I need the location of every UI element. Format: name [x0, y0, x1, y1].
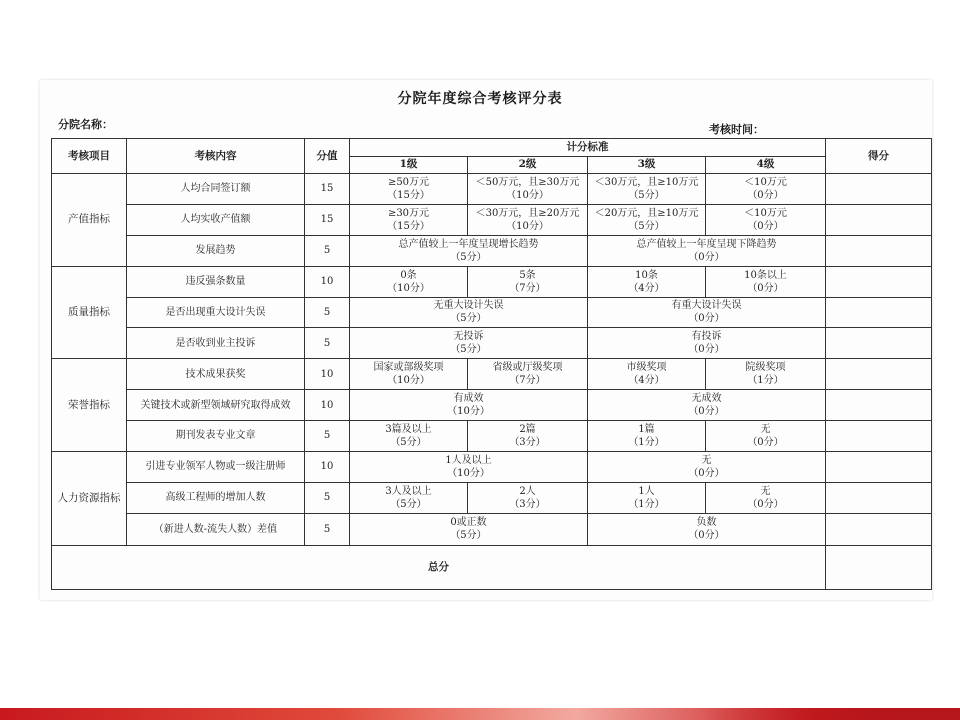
criteria-text: 1人及以上: [445, 454, 492, 466]
criteria-cell: [350, 297, 588, 328]
criteria-text: 无: [701, 454, 712, 466]
total-label: 总分: [52, 545, 826, 589]
criteria-points: （5分）: [628, 220, 665, 232]
table-row: [52, 451, 932, 482]
criteria-points: （5分）: [390, 436, 427, 448]
criteria-cell: [468, 266, 588, 297]
row-content: 人均合同签订额: [127, 174, 305, 205]
criteria-text: 3篇及以上: [385, 423, 432, 435]
criteria-cell: [350, 359, 468, 390]
criteria-points: （1分）: [628, 436, 665, 448]
criteria-text: 无: [760, 485, 771, 497]
criteria-cell: [588, 482, 706, 513]
criteria-points: （5分）: [390, 498, 427, 510]
criteria-text: 无: [760, 423, 771, 435]
score-cell[interactable]: [826, 513, 932, 545]
criteria-text: 0或正数: [450, 517, 487, 529]
criteria-cell: [588, 359, 706, 390]
criteria-points: （0分）: [747, 436, 784, 448]
criteria-cell: [350, 235, 588, 266]
table-row: [52, 421, 932, 452]
criteria-text: 1人: [638, 485, 655, 497]
criteria-cell: [350, 451, 588, 482]
criteria-points: （4分）: [628, 282, 665, 294]
criteria-text: 无成效: [691, 393, 722, 405]
criteria-cell: [706, 359, 826, 390]
criteria-text: 2人: [519, 485, 536, 497]
criteria-points: （0分）: [688, 313, 725, 325]
criteria-points: （3分）: [509, 498, 546, 510]
criteria-text: 总产值较上一年度呈现下降趋势: [636, 238, 777, 250]
criteria-points: （7分）: [509, 282, 546, 294]
criteria-text: 0条: [400, 269, 417, 281]
row-points: 10: [305, 266, 350, 297]
criteria-cell: [706, 421, 826, 452]
criteria-cell: [350, 390, 588, 421]
score-cell[interactable]: [826, 266, 932, 297]
row-content: 引进专业领军人物或一级注册师: [127, 451, 305, 482]
row-content: 人均实收产值额: [127, 204, 305, 235]
criteria-cell: [588, 328, 826, 359]
table-row: [52, 482, 932, 513]
criteria-text: ＜30万元，且≥20万元: [475, 207, 580, 219]
score-cell[interactable]: [826, 235, 932, 266]
criteria-cell: [706, 482, 826, 513]
criteria-points: （10分）: [447, 467, 490, 479]
row-points: 5: [305, 328, 350, 359]
criteria-cell: [350, 174, 468, 205]
criteria-points: （15分）: [387, 220, 430, 232]
criteria-cell: [588, 174, 706, 205]
header-points: 分值: [305, 139, 350, 174]
criteria-cell: [468, 174, 588, 205]
criteria-cell: [350, 266, 468, 297]
row-points: 5: [305, 297, 350, 328]
criteria-cell: [588, 421, 706, 452]
row-content: 技术成果获奖: [127, 359, 305, 390]
criteria-points: （0分）: [688, 406, 725, 418]
row-content: 是否出现重大设计失误: [127, 297, 305, 328]
category-quality: 质量指标: [52, 266, 127, 359]
header-level-2: 2级: [468, 156, 588, 174]
criteria-text: 10条以上: [744, 269, 787, 281]
criteria-points: （1分）: [628, 498, 665, 510]
branch-name-label: 分院名称：: [58, 118, 113, 131]
criteria-text: 负数: [696, 517, 717, 529]
page-title: 分院年度综合考核评分表: [397, 91, 563, 107]
criteria-text: 10条: [635, 269, 658, 281]
header-criteria: 计分标准: [350, 139, 826, 157]
criteria-cell: [588, 204, 706, 235]
criteria-points: （0分）: [747, 189, 784, 201]
score-cell[interactable]: [826, 174, 932, 205]
criteria-text: 1篇: [638, 423, 655, 435]
table-row: [52, 513, 932, 545]
criteria-text: 有成效: [453, 393, 484, 405]
criteria-points: （0分）: [688, 530, 725, 542]
criteria-points: （1分）: [747, 375, 784, 387]
table-row: [52, 328, 932, 359]
row-content: 是否收到业主投诉: [127, 328, 305, 359]
total-row: [52, 545, 932, 589]
criteria-cell: [350, 513, 588, 545]
row-points: 5: [305, 482, 350, 513]
criteria-text: ≥50万元: [387, 176, 430, 188]
criteria-points: （5分）: [450, 344, 487, 356]
criteria-points: （5分）: [450, 313, 487, 325]
criteria-cell: [588, 266, 706, 297]
row-points: 15: [305, 174, 350, 205]
criteria-text: 2篇: [519, 423, 536, 435]
criteria-points: （10分）: [447, 406, 490, 418]
criteria-cell: [588, 297, 826, 328]
criteria-cell: [350, 204, 468, 235]
scoring-table: [51, 138, 932, 590]
score-cell[interactable]: [826, 359, 932, 390]
criteria-text: 总产值较上一年度呈现增长趋势: [398, 238, 539, 250]
criteria-points: （5分）: [450, 251, 487, 263]
criteria-text: ＜30万元，且≥10万元: [594, 176, 699, 188]
criteria-text: 5条: [519, 269, 536, 281]
criteria-text: 无投诉: [453, 331, 484, 343]
criteria-text: ＜10万元: [744, 176, 787, 188]
criteria-cell: [350, 421, 468, 452]
criteria-text: ＜10万元: [744, 207, 787, 219]
criteria-text: 市级奖项: [626, 362, 667, 374]
table-row: [52, 174, 932, 205]
table-row: [52, 390, 932, 421]
row-points: 5: [305, 235, 350, 266]
criteria-points: （15分）: [387, 189, 430, 201]
criteria-text: ＜20万元，且≥10万元: [594, 207, 699, 219]
criteria-text: 省级或厅级奖项: [492, 362, 563, 374]
row-content: 高级工程师的增加人数: [127, 482, 305, 513]
criteria-cell: [350, 328, 588, 359]
criteria-cell: [706, 204, 826, 235]
row-points: 10: [305, 359, 350, 390]
score-cell[interactable]: [826, 421, 932, 452]
criteria-points: （5分）: [628, 189, 665, 201]
review-time-label: 考核时间：: [709, 123, 764, 136]
score-cell[interactable]: [826, 204, 932, 235]
row-content: 违反强条数量: [127, 266, 305, 297]
criteria-points: （3分）: [509, 436, 546, 448]
score-cell[interactable]: [826, 482, 932, 513]
criteria-cell: [350, 482, 468, 513]
criteria-points: （0分）: [747, 220, 784, 232]
decorative-red-band: [0, 708, 960, 720]
header-level-4: 4级: [706, 156, 826, 174]
criteria-text: 国家或部级奖项: [373, 362, 444, 374]
criteria-points: （0分）: [747, 282, 784, 294]
header-level-1: 1级: [350, 156, 468, 174]
criteria-points: （5分）: [450, 530, 487, 542]
criteria-cell: [588, 235, 826, 266]
row-content: 发展趋势: [127, 235, 305, 266]
score-cell[interactable]: [826, 451, 932, 482]
criteria-cell: [706, 266, 826, 297]
table-row: [52, 359, 932, 390]
criteria-points: （7分）: [509, 375, 546, 387]
score-cell[interactable]: [826, 297, 932, 328]
category-output: 产值指标: [52, 174, 127, 267]
criteria-points: （0分）: [688, 251, 725, 263]
row-content: 期刊发表专业文章: [127, 421, 305, 452]
criteria-text: 无重大设计失误: [433, 300, 504, 312]
criteria-text: ≥30万元: [387, 207, 430, 219]
criteria-points: （10分）: [387, 375, 430, 387]
criteria-cell: [468, 421, 588, 452]
criteria-cell: [468, 359, 588, 390]
header-level-3: 3级: [588, 156, 706, 174]
criteria-cell: [588, 513, 826, 545]
criteria-points: （0分）: [747, 498, 784, 510]
criteria-cell: [588, 451, 826, 482]
criteria-cell: [706, 174, 826, 205]
criteria-points: （0分）: [688, 467, 725, 479]
row-points: 5: [305, 421, 350, 452]
criteria-points: （10分）: [387, 282, 430, 294]
criteria-cell: [468, 482, 588, 513]
criteria-cell: [588, 390, 826, 421]
row-points: 5: [305, 513, 350, 545]
header-content: 考核内容: [127, 139, 305, 174]
row-points: 10: [305, 451, 350, 482]
row-content: 关键技术或新型领域研究取得成效: [127, 390, 305, 421]
criteria-text: 有重大设计失误: [671, 300, 742, 312]
criteria-text: 院级奖项: [745, 362, 786, 374]
score-cell[interactable]: [826, 390, 932, 421]
table-row: [52, 266, 932, 297]
criteria-points: （10分）: [506, 189, 549, 201]
criteria-text: 有投诉: [691, 331, 722, 343]
criteria-text: 3人及以上: [385, 485, 432, 497]
criteria-points: （0分）: [688, 344, 725, 356]
criteria-points: （10分）: [506, 220, 549, 232]
header-item: 考核项目: [52, 139, 127, 174]
header-score: 得分: [826, 139, 932, 174]
table-row: [52, 204, 932, 235]
category-hr: 人力资源指标: [52, 451, 127, 545]
total-score-cell[interactable]: [826, 545, 932, 589]
row-points: 10: [305, 390, 350, 421]
category-honor: 荣誉指标: [52, 359, 127, 452]
table-row: [52, 297, 932, 328]
table-row: [52, 235, 932, 266]
score-cell[interactable]: [826, 328, 932, 359]
criteria-cell: [468, 204, 588, 235]
row-content: （新进人数-流失人数）差值: [127, 513, 305, 545]
row-points: 15: [305, 204, 350, 235]
criteria-text: ＜50万元，且≥30万元: [475, 176, 580, 188]
criteria-points: （4分）: [628, 375, 665, 387]
